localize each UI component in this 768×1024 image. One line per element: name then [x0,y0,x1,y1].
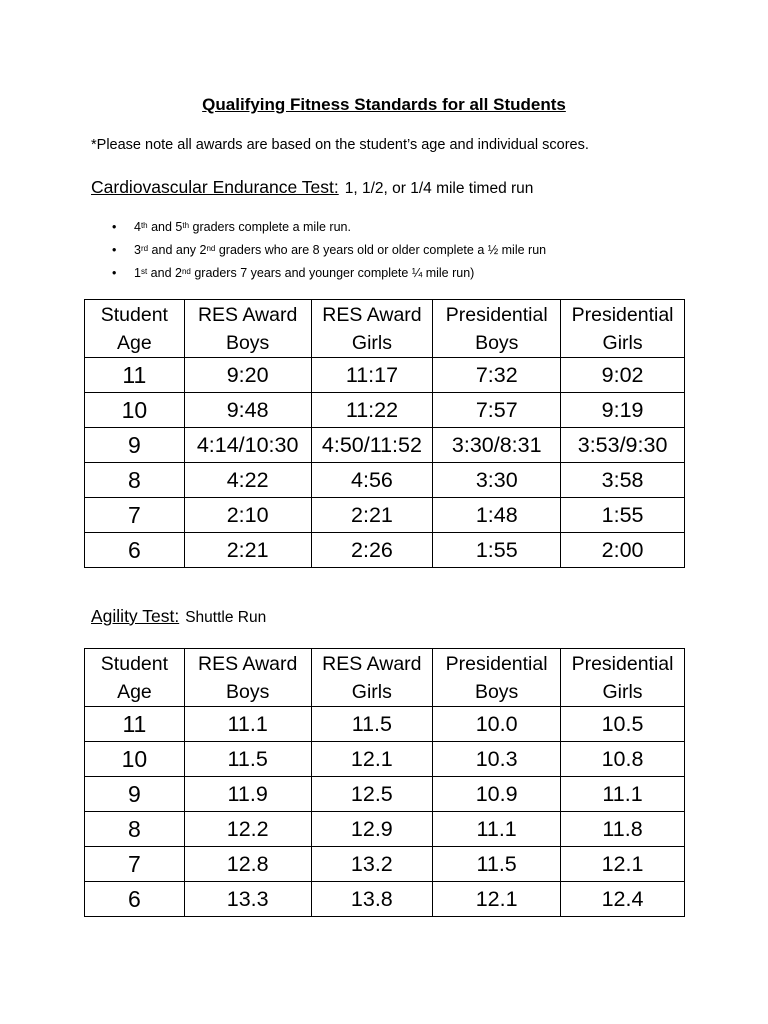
column-header: Student Age [85,300,185,358]
table-cell: 10.9 [433,777,561,812]
table-row [85,393,685,428]
table-row [85,882,685,917]
cardio-table [84,299,685,568]
table-cell: 10 [85,742,185,777]
table-cell: 9 [85,428,185,463]
table-row [85,812,685,847]
table-cell: 4:50/11:52 [311,428,433,463]
cardio-subheading: 1, 1/2, or 1/4 mile timed run [344,180,534,197]
agility-heading: Agility Test: [91,606,180,626]
table-cell: 8 [85,812,185,847]
table-cell: 11:17 [311,358,433,393]
table-cell: 3:58 [561,463,685,498]
table-cell: 11.5 [184,742,311,777]
table-cell: 6 [85,882,185,917]
table-cell: 2:21 [311,498,433,533]
column-header: RES Award Boys [184,649,311,707]
table-cell: 2:00 [561,533,685,568]
table-cell: 9 [85,777,185,812]
table-cell: 9:48 [184,393,311,428]
table-cell: 1:55 [433,533,561,568]
bullet-item: • 1st and 2nd graders 7 years and younger complete ¼ mile run) [112,262,546,285]
page-title: Qualifying Fitness Standards for all Students [202,95,566,114]
agility-section-heading [91,606,266,627]
table-row [85,707,685,742]
table-cell: 11.1 [184,707,311,742]
table-cell: 12.1 [561,847,685,882]
table-cell: 13.8 [311,882,433,917]
column-header: RES Award Girls [311,300,433,358]
table-cell: 11.5 [433,847,561,882]
table-cell: 11 [85,707,185,742]
table-row [85,358,685,393]
table-header-row [85,300,685,358]
table-cell: 10.5 [561,707,685,742]
table-cell: 6 [85,533,185,568]
table-cell: 10.8 [561,742,685,777]
table-row [85,498,685,533]
table-cell: 10.3 [433,742,561,777]
table-cell: 1:55 [561,498,685,533]
column-header: RES Award Boys [184,300,311,358]
table-cell: 12.1 [311,742,433,777]
table-cell: 12.4 [561,882,685,917]
table-header-row [85,649,685,707]
table-cell: 11.8 [561,812,685,847]
agility-subheading: Shuttle Run [185,609,267,626]
note-text: *Please note all awards are based on the student’s age and individual scores. [91,137,589,153]
column-header: Student Age [85,649,185,707]
table-cell: 7 [85,847,185,882]
column-header: Presidential Girls [561,300,685,358]
table-cell: 2:26 [311,533,433,568]
column-header: Presidential Girls [561,649,685,707]
table-row [85,742,685,777]
agility-table [84,648,685,917]
table-cell: 11.1 [561,777,685,812]
cardio-bullet-list [112,216,546,285]
table-row [85,777,685,812]
table-cell: 11:22 [311,393,433,428]
table-cell: 4:56 [311,463,433,498]
column-header: Presidential Boys [433,300,561,358]
table-row [85,428,685,463]
table-cell: 7:32 [433,358,561,393]
table-cell: 13.2 [311,847,433,882]
bullet-item: • 3rd and any 2nd graders who are 8 years old or older complete a ½ mile run [112,239,546,262]
table-cell: 12.9 [311,812,433,847]
table-cell: 7 [85,498,185,533]
column-header: Presidential Boys [433,649,561,707]
table-cell: 1:48 [433,498,561,533]
table-cell: 13.3 [184,882,311,917]
table-row [85,463,685,498]
table-row [85,533,685,568]
table-cell: 12.8 [184,847,311,882]
table-cell: 9:02 [561,358,685,393]
table-cell: 2:10 [184,498,311,533]
table-cell: 8 [85,463,185,498]
table-cell: 11.5 [311,707,433,742]
table-cell: 9:19 [561,393,685,428]
table-cell: 3:30/8:31 [433,428,561,463]
table-cell: 12.1 [433,882,561,917]
table-cell: 3:30 [433,463,561,498]
table-cell: 7:57 [433,393,561,428]
table-cell: 2:21 [184,533,311,568]
table-cell: 3:53/9:30 [561,428,685,463]
cardio-section-heading [91,177,533,198]
bullet-item: • 4th and 5th graders complete a mile run. [112,216,546,239]
table-cell: 4:14/10:30 [184,428,311,463]
table-cell: 12.2 [184,812,311,847]
table-cell: 10.0 [433,707,561,742]
table-cell: 4:22 [184,463,311,498]
table-cell: 10 [85,393,185,428]
table-row [85,847,685,882]
table-cell: 11 [85,358,185,393]
table-cell: 11.1 [433,812,561,847]
cardio-heading: Cardiovascular Endurance Test: [91,177,339,197]
table-cell: 9:20 [184,358,311,393]
column-header: RES Award Girls [311,649,433,707]
table-cell: 12.5 [311,777,433,812]
table-cell: 11.9 [184,777,311,812]
